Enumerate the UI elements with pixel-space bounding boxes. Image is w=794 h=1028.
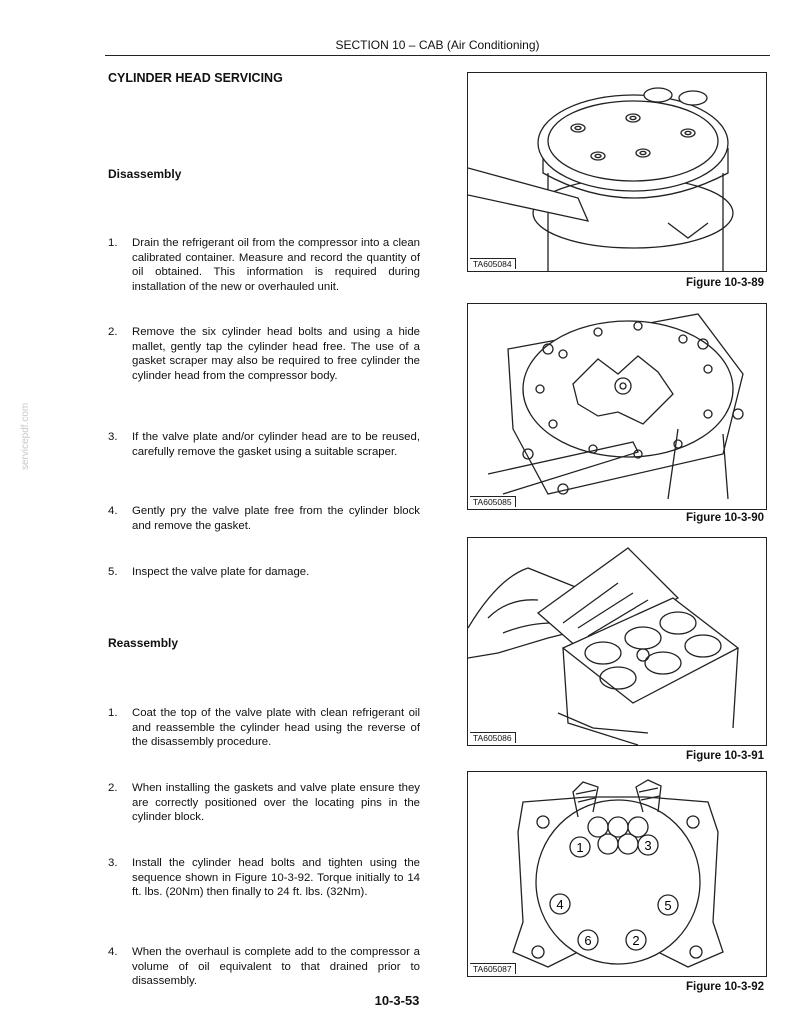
bolt-sequence-label: 5: [664, 898, 672, 913]
reassembly-heading: Reassembly: [108, 636, 179, 650]
step-number: 1.: [108, 237, 118, 249]
disassembly-step: [108, 430, 420, 459]
watermark: servicepdf.com: [20, 402, 31, 470]
gasket-removal-illustration: [468, 538, 766, 745]
bolt-sequence-label: 4: [556, 897, 564, 912]
step-number: 3.: [108, 857, 118, 869]
step-number: 3.: [108, 431, 118, 443]
reassembly-step: [108, 856, 420, 900]
step-number: 4.: [108, 505, 118, 517]
figure-id: TA605084: [470, 258, 516, 269]
page-header: SECTION 10 – CAB (Air Conditioning): [105, 38, 770, 56]
figure-caption: Figure 10-3-89: [686, 277, 764, 289]
bolt-sequence-label: 3: [644, 838, 652, 853]
step-text: Install the cylinder head bolts and tighten using the sequence shown in Figure 10-3-92. Torque initially to 14 ft. lbs. (20Nm) then finally to 24 ft. lbs. (32Nm).: [132, 857, 420, 899]
figure-valve-plate-removal: [467, 303, 767, 510]
figure-gasket-removal: [467, 537, 767, 746]
page-title: CYLINDER HEAD SERVICING: [108, 71, 283, 85]
step-number: 4.: [108, 946, 118, 958]
figure-id: TA605086: [470, 732, 516, 743]
step-text: Remove the six cylinder head bolts and using a hide mallet, gently tap the cylinder head free. The use of a gasket scraper may also be required to free cylinder the cylinder head from the compressor body.: [132, 326, 420, 382]
page-number: 10-3-53: [374, 993, 420, 1008]
bolt-sequence-label: 1: [576, 840, 584, 855]
figure-caption: Figure 10-3-92: [686, 981, 764, 993]
step-number: 2.: [108, 326, 118, 338]
figure-caption: Figure 10-3-91: [686, 750, 764, 762]
step-number: 1.: [108, 707, 118, 719]
figure-id: TA605085: [470, 496, 516, 507]
reassembly-step: [108, 706, 420, 750]
bolt-sequence-label: 2: [632, 933, 640, 948]
disassembly-step: [108, 504, 420, 533]
bolt-sequence-diagram: [468, 772, 766, 976]
step-text: Drain the refrigerant oil from the compressor into a clean calibrated container. Measure and record the quantity of oil obtained. This information is required during installation of the new or overhauled unit.: [132, 237, 420, 293]
disassembly-step: [108, 565, 420, 580]
step-text: Gently pry the valve plate free from the cylinder block and remove the gasket.: [132, 505, 420, 532]
step-number: 2.: [108, 782, 118, 794]
disassembly-heading: Disassembly: [108, 167, 182, 181]
figure-compressor-head: [467, 72, 767, 272]
reassembly-step: [108, 945, 420, 989]
bolt-sequence-label: 6: [584, 933, 592, 948]
figure-caption: Figure 10-3-90: [686, 512, 764, 524]
figure-bolt-sequence: [467, 771, 767, 977]
step-number: 5.: [108, 566, 118, 578]
reassembly-step: [108, 781, 420, 825]
disassembly-step: [108, 325, 420, 383]
step-text: Inspect the valve plate for damage.: [132, 566, 310, 578]
compressor-head-illustration: [468, 73, 766, 271]
figure-id: TA605087: [470, 963, 516, 974]
valve-plate-illustration: [468, 304, 766, 509]
step-text: If the valve plate and/or cylinder head are to be reused, carefully remove the gasket using a suitable scraper.: [132, 431, 420, 458]
step-text: Coat the top of the valve plate with clean refrigerant oil and reassemble the cylinder head using the reverse of the disassembly procedure.: [132, 707, 420, 749]
disassembly-step: [108, 236, 420, 294]
step-text: When installing the gaskets and valve plate ensure they are correctly positioned over the locating pins in the cylinder block.: [132, 782, 420, 824]
step-text: When the overhaul is complete add to the compressor a volume of oil equivalent to that drained prior to disassembly.: [132, 946, 420, 988]
